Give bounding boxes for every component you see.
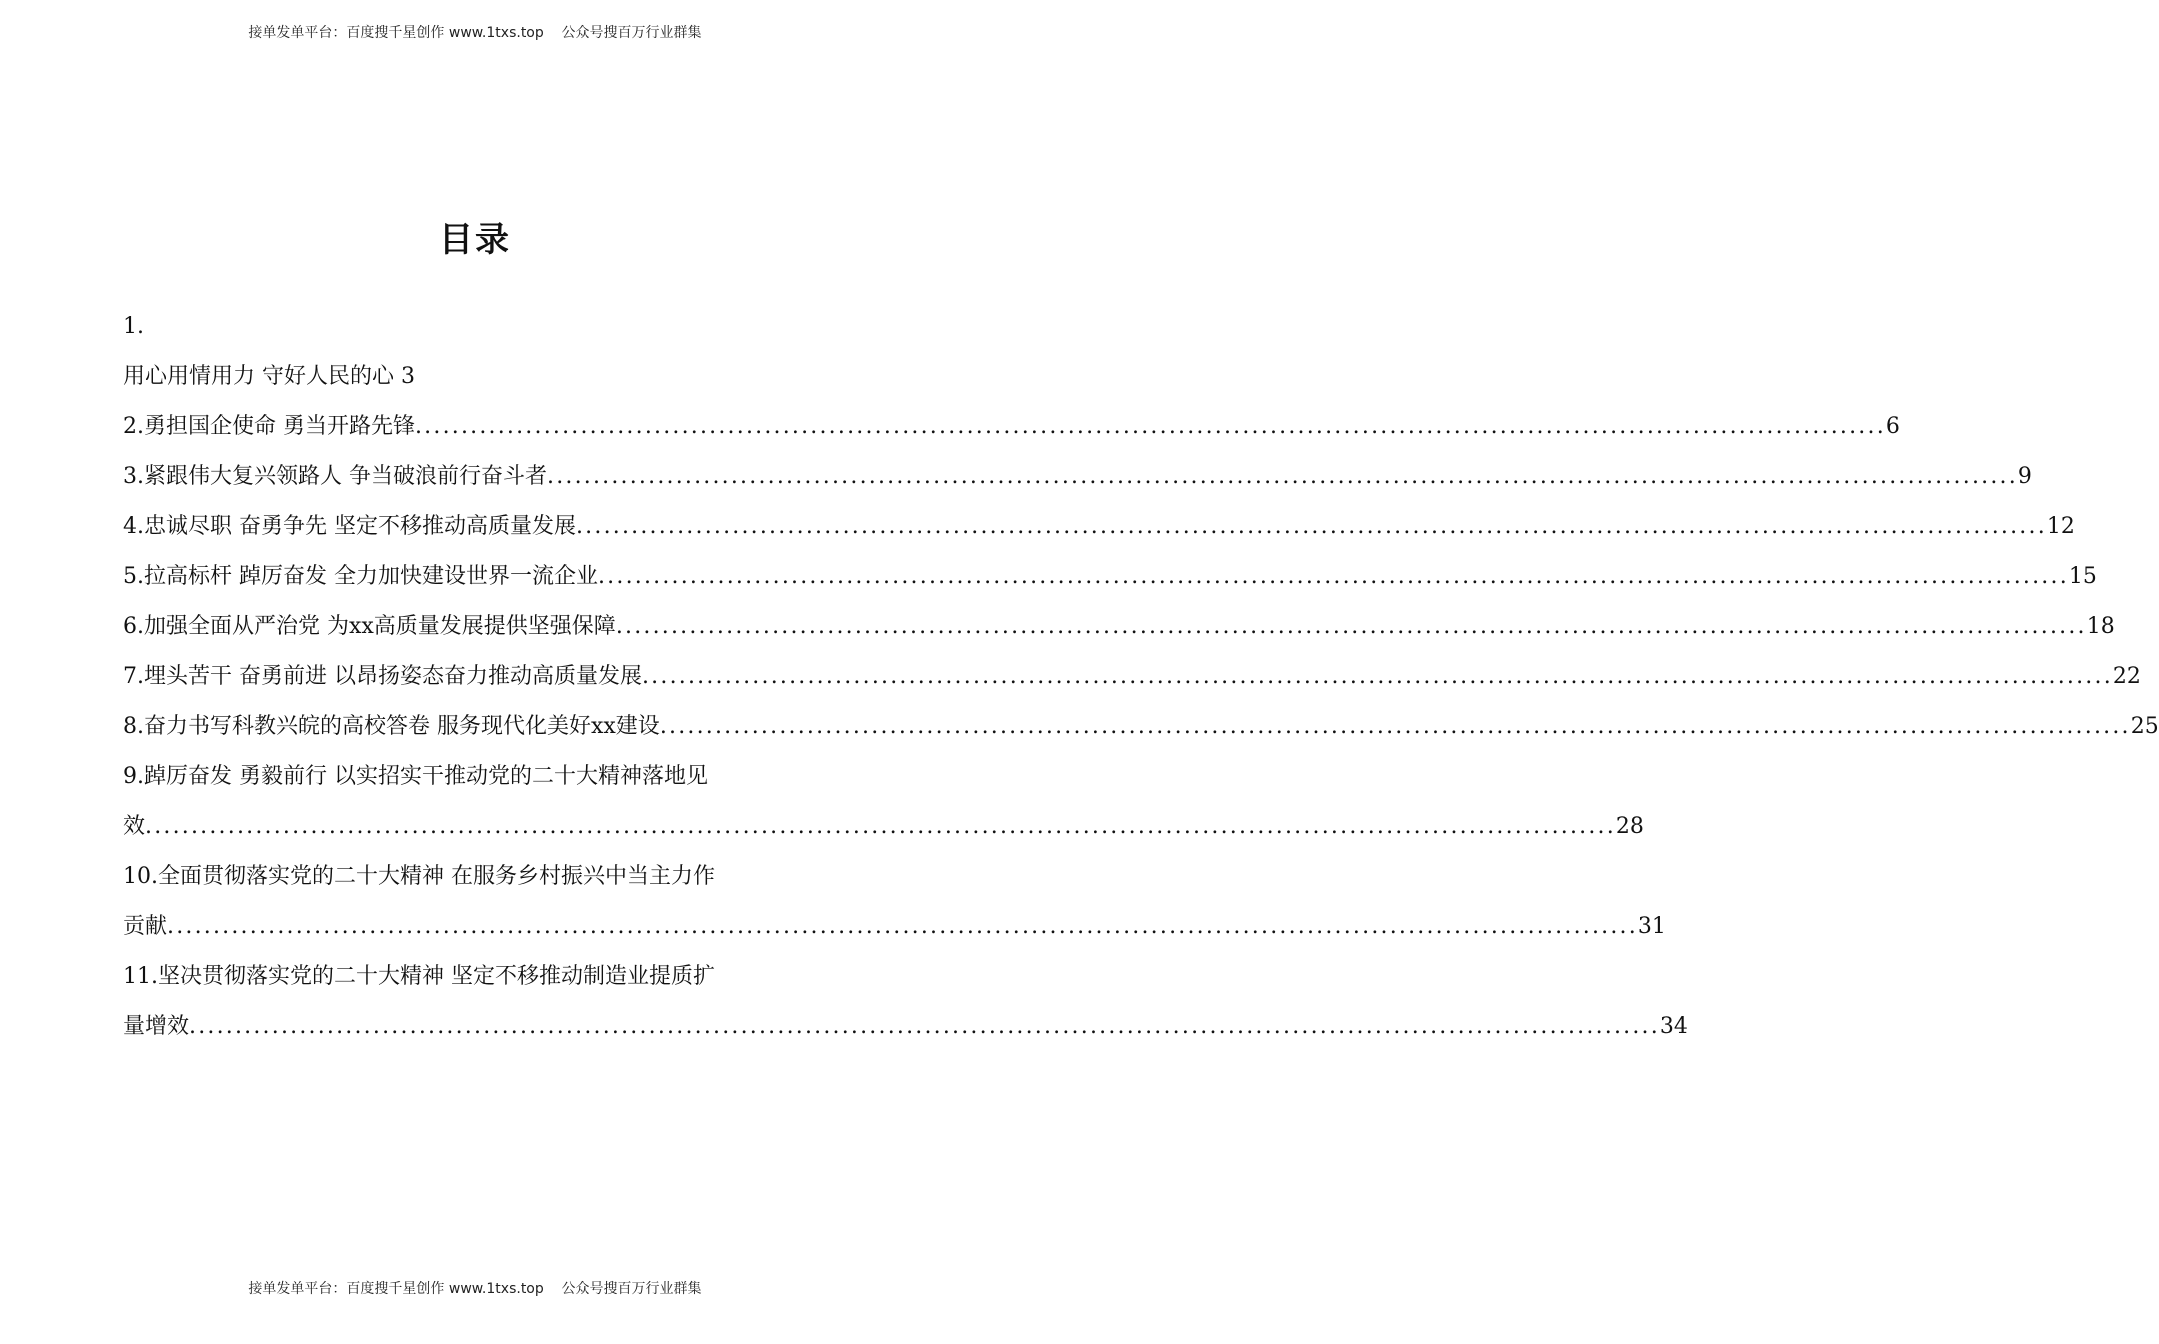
toc-entry[interactable] (123, 552, 2097, 602)
toc-entry[interactable] (123, 402, 1900, 452)
toc-dot-leader: ................................................................................................................................................................ (615, 614, 2087, 639)
toc-page-number: 9 (2017, 464, 2032, 489)
toc-page-number: 22 (2112, 664, 2141, 689)
toc-dot-leader: ................................................................................................................................................................ (145, 814, 1616, 839)
toc-entry[interactable] (123, 502, 2075, 552)
toc-entry-title: 6.加强全面从严治党 为xx高质量发展提供坚强保障 (123, 614, 616, 639)
toc-page-number: 6 (1885, 414, 1900, 439)
toc-page-number: 12 (2046, 514, 2075, 539)
toc-entry-title: 效 (123, 814, 146, 839)
toc-entry-title: 2.勇担国企使命 勇当开路先锋 (123, 414, 415, 439)
toc-entry[interactable] (123, 452, 2032, 502)
toc-entry-title: 7.埋头苦干 奋勇前进 以昂扬姿态奋力推动高质量发展 (123, 664, 642, 689)
toc-entry[interactable] (123, 852, 950, 902)
toc-entry[interactable] (123, 652, 2141, 702)
toc-page-number: 28 (1615, 814, 1644, 839)
toc-entry[interactable] (123, 902, 1666, 952)
toc-entry-title: 10.全面贯彻落实党的二十大精神 在服务乡村振兴中当主力作 (123, 864, 715, 889)
toc-entry-title: 9.踔厉奋发 勇毅前行 以实招实干推动党的二十大精神落地见 (123, 764, 708, 789)
toc-dot-leader: ................................................................................................................................................................ (189, 1014, 1660, 1039)
toc-dot-leader: ................................................................................................................................................................ (547, 464, 2018, 489)
toc-entry[interactable] (123, 1002, 1688, 1052)
toc-entry[interactable] (123, 752, 950, 802)
toc-title: 目录 (439, 220, 511, 260)
toc-entry[interactable] (123, 952, 950, 1002)
toc-line-text: 用心用情用力 守好人民的心 3 (123, 364, 415, 389)
toc-dot-leader: ................................................................................................................................................................ (597, 564, 2069, 589)
toc-page-number: 34 (1659, 1014, 1688, 1039)
toc-page-number: 15 (2068, 564, 2097, 589)
toc-page-number: 31 (1637, 914, 1666, 939)
page-footer: 接单发单平台：百度搜千星创作 www.1txs.top 公众号搜百万行业群集 (248, 1281, 702, 1297)
toc-dot-leader: ................................................................................................................................................................ (414, 414, 1886, 439)
toc-page-number: 25 (2130, 714, 2159, 739)
page-header: 接单发单平台：百度搜千星创作 www.1txs.top 公众号搜百万行业群集 (248, 25, 702, 41)
toc-entry[interactable] (123, 802, 1644, 852)
toc-entry-title: 贡献 (123, 914, 168, 939)
toc-line (123, 302, 950, 352)
toc-list (123, 302, 2159, 1052)
toc-entry-title: 8.奋力书写科教兴皖的高校答卷 服务现代化美好xx建设 (123, 714, 660, 739)
toc-entry-title: 11.坚决贯彻落实党的二十大精神 坚定不移推动制造业提质扩 (123, 964, 715, 989)
toc-dot-leader: ................................................................................................................................................................ (167, 914, 1638, 939)
toc-entry[interactable] (123, 702, 2159, 752)
toc-entry-title: 量增效 (123, 1014, 190, 1039)
toc-page-number: 18 (2086, 614, 2115, 639)
toc-line-text: 1. (123, 314, 144, 339)
toc-dot-leader: ................................................................................................................................................................ (659, 714, 2131, 739)
toc-entry[interactable] (123, 602, 2115, 652)
toc-dot-leader: ................................................................................................................................................................ (575, 514, 2047, 539)
toc-dot-leader: ................................................................................................................................................................ (641, 664, 2113, 689)
toc-line (123, 352, 950, 402)
toc-entry-title: 5.拉高标杆 踔厉奋发 全力加快建设世界一流企业 (123, 564, 598, 589)
toc-entry-title: 4.忠诚尽职 奋勇争先 坚定不移推动高质量发展 (123, 514, 576, 539)
toc-entry-title: 3.紧跟伟大复兴领路人 争当破浪前行奋斗者 (123, 464, 547, 489)
